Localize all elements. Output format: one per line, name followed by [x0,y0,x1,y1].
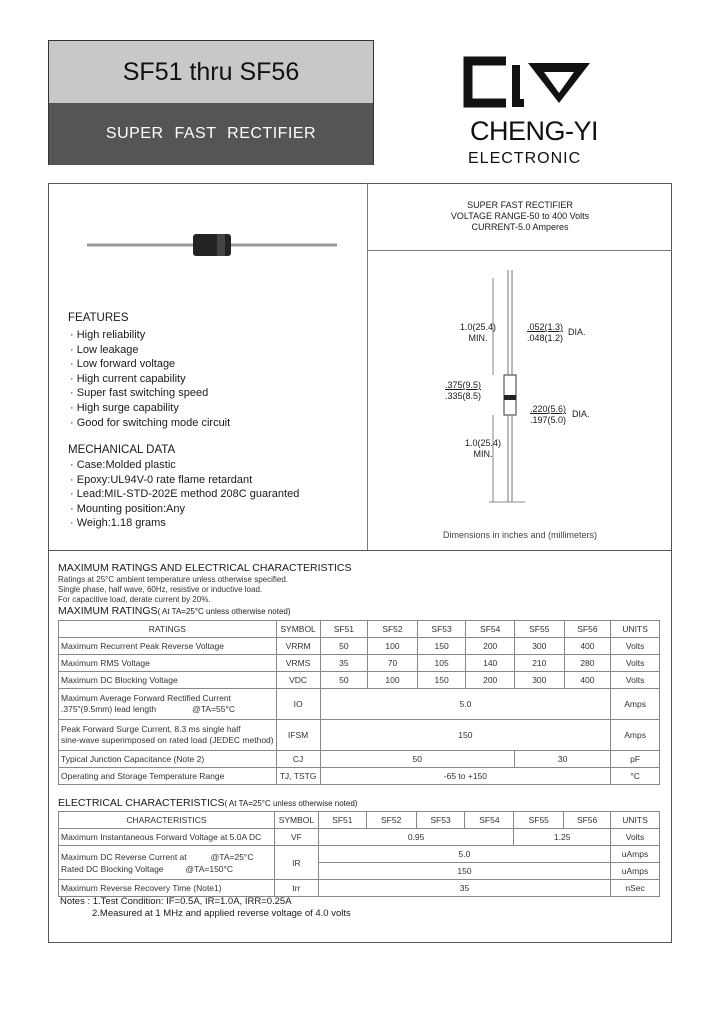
list-item: · Super fast switching speed [70,387,209,400]
diagram-summary: SUPER FAST RECTIFIER VOLTAGE RANGE-50 to 400 Volts CURRENT-5.0 Amperes [450,200,590,232]
features-list [70,328,230,430]
table-row: Peak Forward Surge Current, 8.3 ms single half sine-wave superimposed on rated load (JEDEC method) IFSM 150 Amps [59,720,660,751]
ratings-heading: MAXIMUM RATINGS AND ELECTRICAL CHARACTERISTICS [58,562,352,574]
body-length-dimension: .375(9.5) .335(8.5) [445,380,482,401]
list-item: · Good for switching mode circuit [70,416,231,429]
table-row: Maximum DC Reverse Current at @TA=25°C Rated DC Blocking Voltage @TA=150°C IR 5.0 uAmps [59,846,660,863]
lead-dia-label: DIA. [568,327,586,337]
table-row: Maximum Average Forward Rectified Current .375"(9.5mm) lead length @TA=55°C IO 5.0 Amps [59,689,660,720]
part-number-title: SF51 thru SF56 [49,41,373,103]
features-heading: FEATURES [68,312,129,324]
mechanical-list [70,458,299,531]
table-row: Maximum RMS Voltage VRMS 35 70 105 140 210 280 Volts [59,655,660,672]
electrical-table [58,811,660,897]
table-row: Maximum Instantaneous Forward Voltage at 5.0A DC VF 0.95 1.25 Volts [59,829,660,846]
brand-subtitle: ELECTRONIC [468,150,582,167]
divider [367,183,368,550]
list-item: · Low forward voltage [70,358,176,371]
table-row: Typical Junction Capacitance (Note 2) CJ 50 30 pF [59,751,660,768]
list-item: · Mounting position:Any [70,502,185,515]
note-1: Notes : 1.Test Condition: IF=0.5A, IR=1.0A, IRR=0.25A [60,896,292,907]
dimension-note: Dimensions in inches and (millimeters) [442,530,598,540]
divider [367,250,672,251]
product-subtitle: SUPER FAST RECTIFIER [49,103,373,165]
note-2: 2.Measured at 1 MHz and applied reverse voltage of 4.0 volts [92,908,351,919]
table-row: Maximum DC Blocking Voltage VDC 50 100 150 200 300 400 Volts [59,672,660,689]
table-row: Maximum Reverse Recovery Time (Note1) trr 35 nSec [59,880,660,897]
mechanical-heading: MECHANICAL DATA [68,444,176,456]
title-box [48,40,374,165]
table-header-row: CHARACTERISTICS SYMBOL SF51 SF52 SF53 SF54 SF55 SF56 UNITS [59,812,660,829]
brand-logo-icon [462,55,592,113]
list-item: · High current capability [70,372,186,385]
list-item: · Low leakage [70,343,139,356]
ratings-conditions: Ratings at 25°C ambient temperature unless otherwise specified. Single phase, half wave, 60Hz, resistive or inductive load. For capacitive load, derate current by 20%. [58,575,288,604]
table-row: 150 uAmps [59,863,660,880]
body-dia-label: DIA. [572,409,590,419]
table-row: Operating and Storage Temperature Range TJ, TSTG -65 to +150 °C [59,768,660,785]
lead-diameter-dimension: .052(1.3) .048(1.2) [527,322,564,343]
list-item: · Epoxy:UL94V-0 rate flame retardant [70,473,253,486]
max-ratings-title: MAXIMUM RATINGS( At TA=25°C unless otherwise noted) [58,605,291,617]
divider [48,550,672,551]
list-item: · Weigh:1.18 grams [70,517,166,530]
list-item: · High surge capability [70,401,179,414]
diode-image [85,230,340,260]
max-ratings-table [58,620,660,785]
body-diameter-dimension: .220(5.6) .197(5.0) [530,404,567,425]
list-item: · Lead:MIL-STD-202E method 208C guaranted [70,488,300,501]
list-item: · High reliability [70,329,146,341]
brand-name: CHENG-YI [470,116,599,146]
table-header-row: RATINGS SYMBOL SF51 SF52 SF53 SF54 SF55 SF56 UNITS [59,621,660,638]
lead-top-dimension: 1.0(25.4) MIN. [460,322,497,343]
table-row: Maximum Recurrent Peak Reverse Voltage VRRM 50 100 150 200 300 400 Volts [59,638,660,655]
lead-bottom-dimension: 1.0(25.4) MIN. [465,438,502,459]
electrical-title: ELECTRICAL CHARACTERISTICS( At TA=25°C unless otherwise noted) [58,797,358,809]
list-item: · Case:Molded plastic [70,459,176,471]
package-outline-drawing [485,270,535,510]
